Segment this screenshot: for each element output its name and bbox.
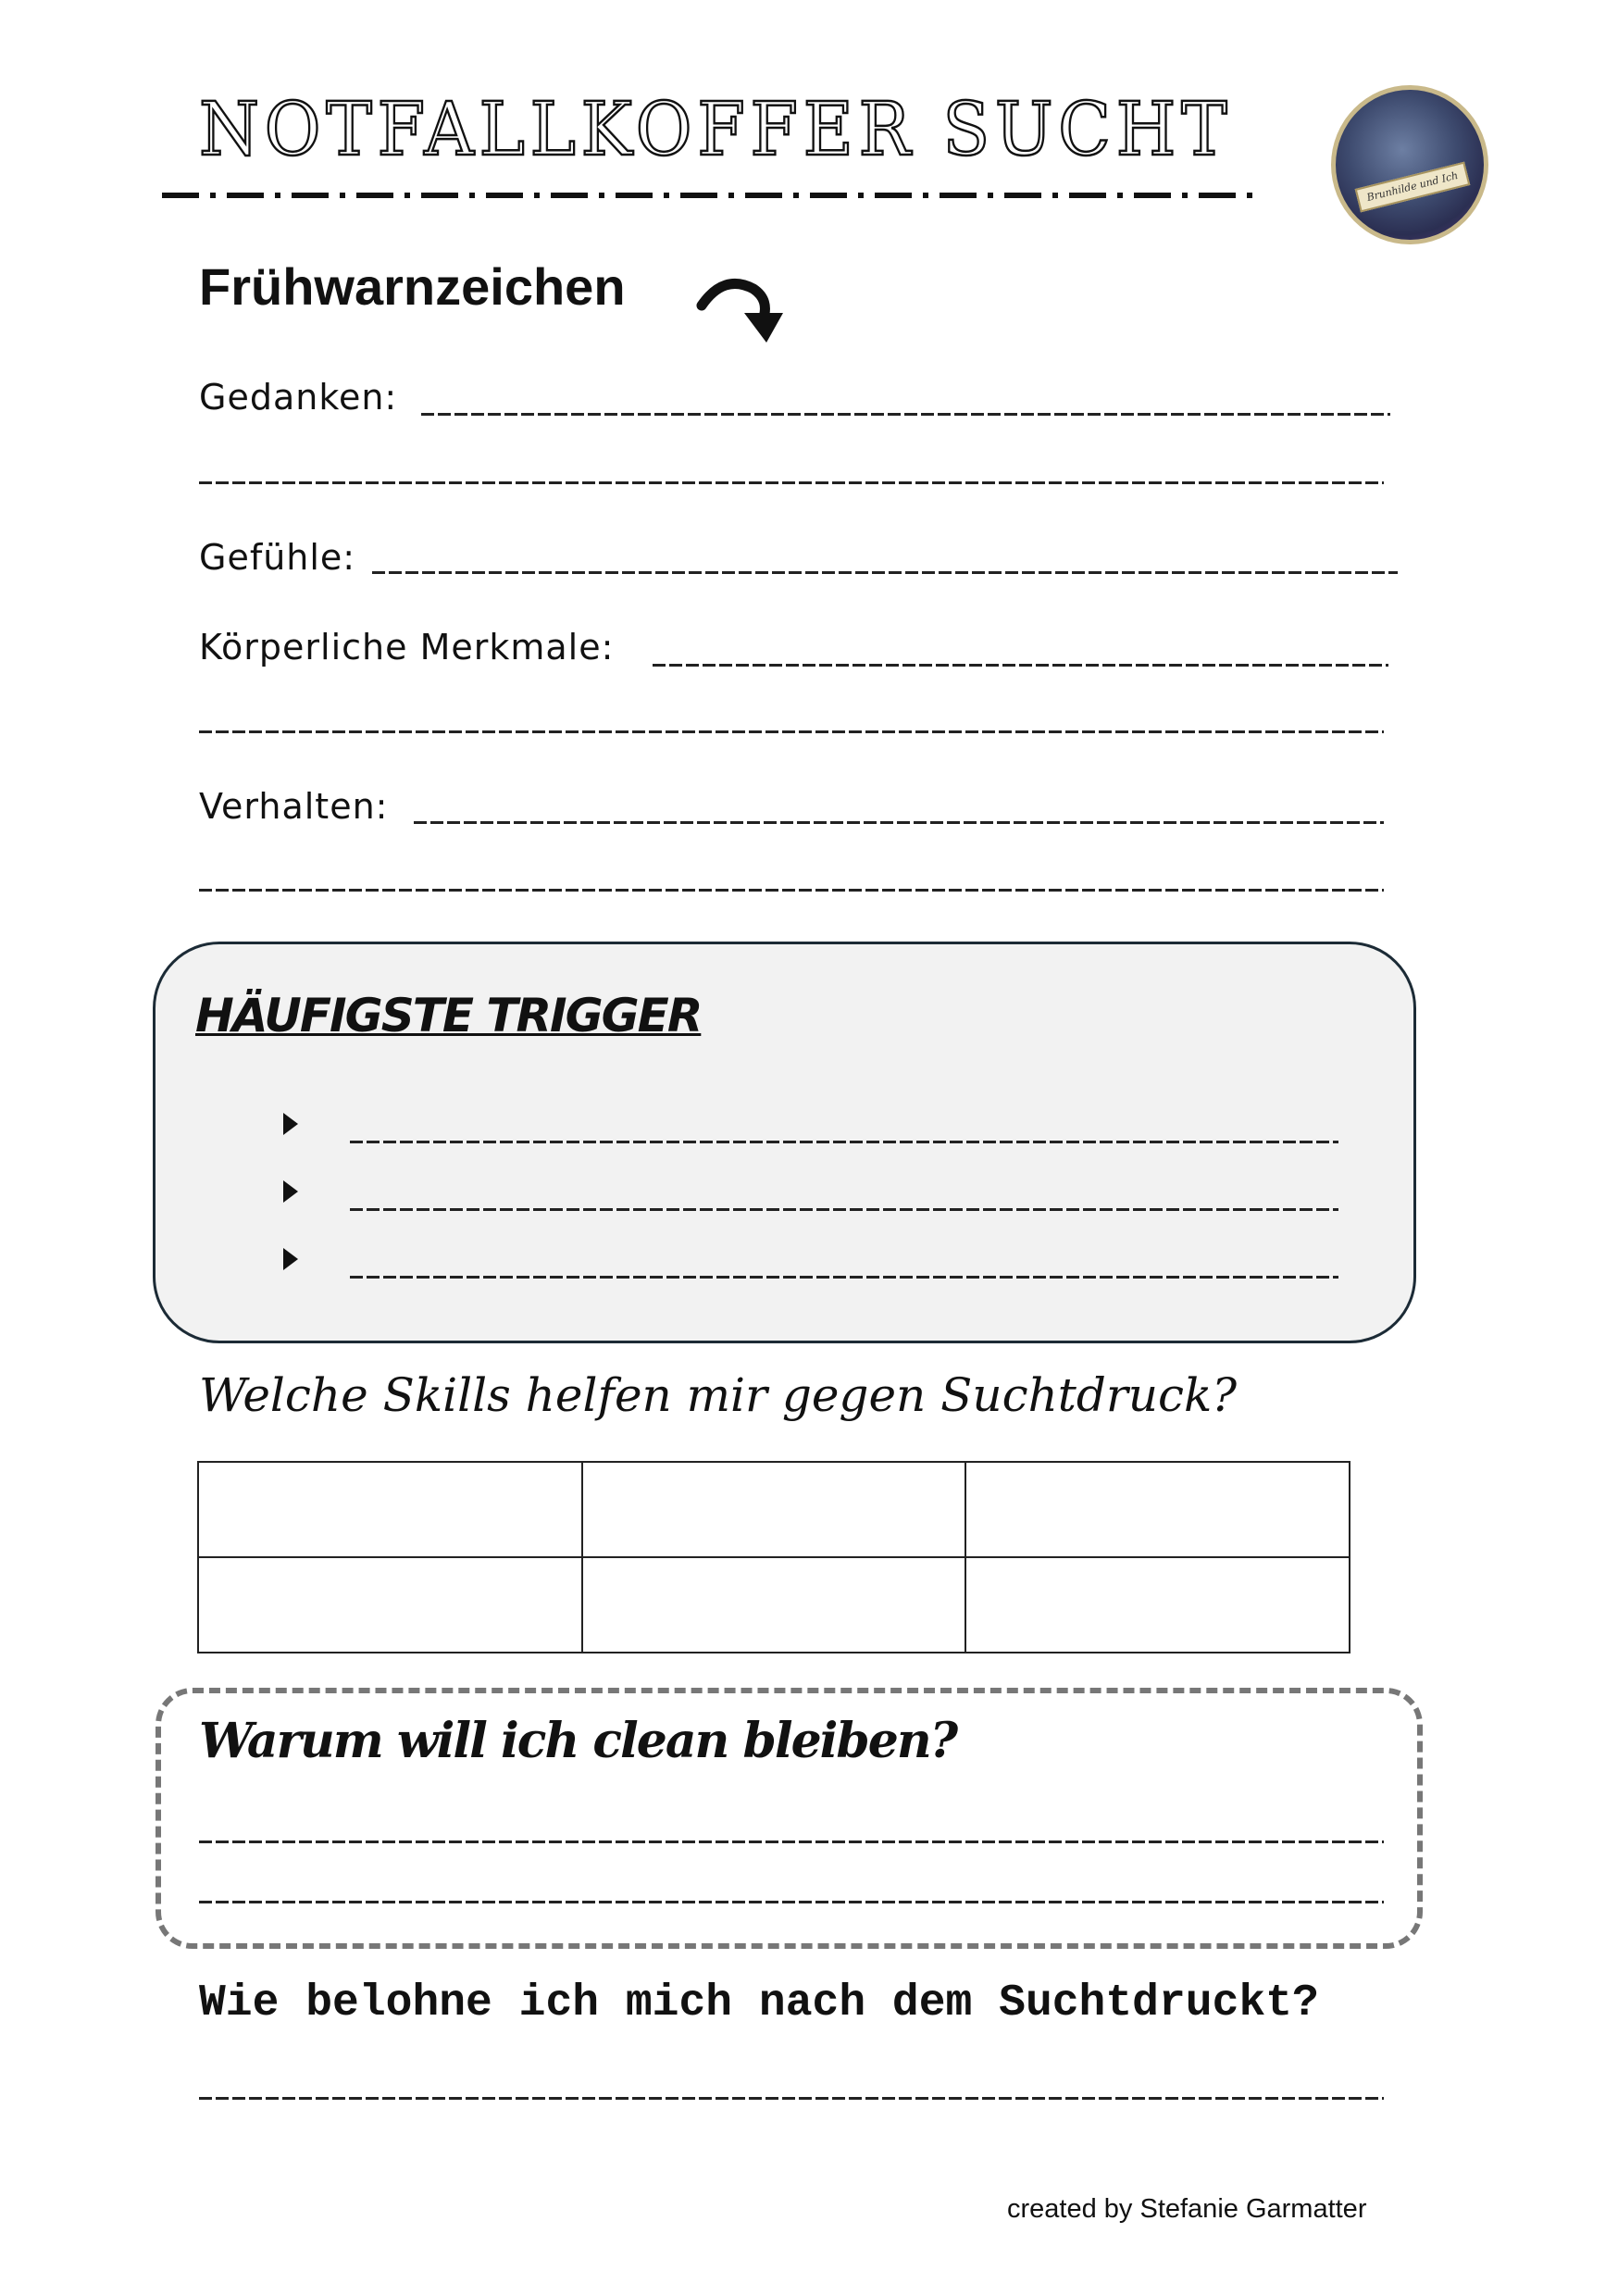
input-verhalten[interactable] — [414, 821, 1384, 824]
label-gedanken: Gedanken: — [199, 377, 398, 418]
input-trigger-3[interactable] — [350, 1276, 1338, 1279]
reward-question: Wie belohne ich mich nach dem Suchtdruckt? — [199, 1978, 1319, 2028]
input-gedanken[interactable] — [421, 413, 1390, 416]
input-reward[interactable] — [199, 2097, 1384, 2100]
input-koerperliche-merkmale[interactable] — [653, 664, 1388, 667]
input-gefuehle[interactable] — [372, 571, 1398, 574]
table-row — [198, 1557, 1350, 1653]
bullet-icon — [283, 1248, 298, 1270]
input-trigger-1[interactable] — [350, 1141, 1338, 1143]
skills-cell[interactable] — [582, 1462, 966, 1557]
skills-cell[interactable] — [198, 1557, 582, 1653]
skills-cell[interactable] — [965, 1557, 1350, 1653]
page-title: NOTFALLKOFFER SUCHT — [199, 86, 1233, 172]
label-gefuehle: Gefühle: — [199, 537, 356, 578]
footer-credit: created by Stefanie Garmatter — [1007, 2194, 1367, 2224]
section-heading-warning-signs: Frühwarnzeichen — [199, 257, 626, 316]
skills-cell[interactable] — [582, 1557, 966, 1653]
curved-arrow-down-icon — [696, 268, 789, 344]
triggers-heading: HÄUFIGSTE TRIGGER — [195, 989, 702, 1042]
input-gedanken-line2[interactable] — [199, 481, 1384, 484]
clean-question: Warum will ich clean bleiben? — [199, 1713, 957, 1769]
skills-table — [197, 1461, 1350, 1653]
skills-question: Welche Skills helfen mir gegen Suchtdruck? — [199, 1368, 1238, 1422]
input-clean-1[interactable] — [199, 1841, 1384, 1843]
label-verhalten: Verhalten: — [199, 786, 389, 827]
title-divider — [162, 193, 1259, 198]
skills-cell[interactable] — [198, 1462, 582, 1557]
input-trigger-2[interactable] — [350, 1208, 1338, 1211]
logo — [1331, 85, 1488, 244]
input-clean-2[interactable] — [199, 1901, 1384, 1903]
bullet-icon — [283, 1113, 298, 1135]
table-row — [198, 1462, 1350, 1557]
logo-banner: Brunhilde und Ich — [1355, 162, 1471, 213]
input-koerperliche-merkmale-line2[interactable] — [199, 730, 1384, 733]
input-verhalten-line2[interactable] — [199, 889, 1384, 892]
bullet-icon — [283, 1180, 298, 1203]
label-koerperliche-merkmale: Körperliche Merkmale: — [199, 627, 615, 668]
skills-cell[interactable] — [965, 1462, 1350, 1557]
